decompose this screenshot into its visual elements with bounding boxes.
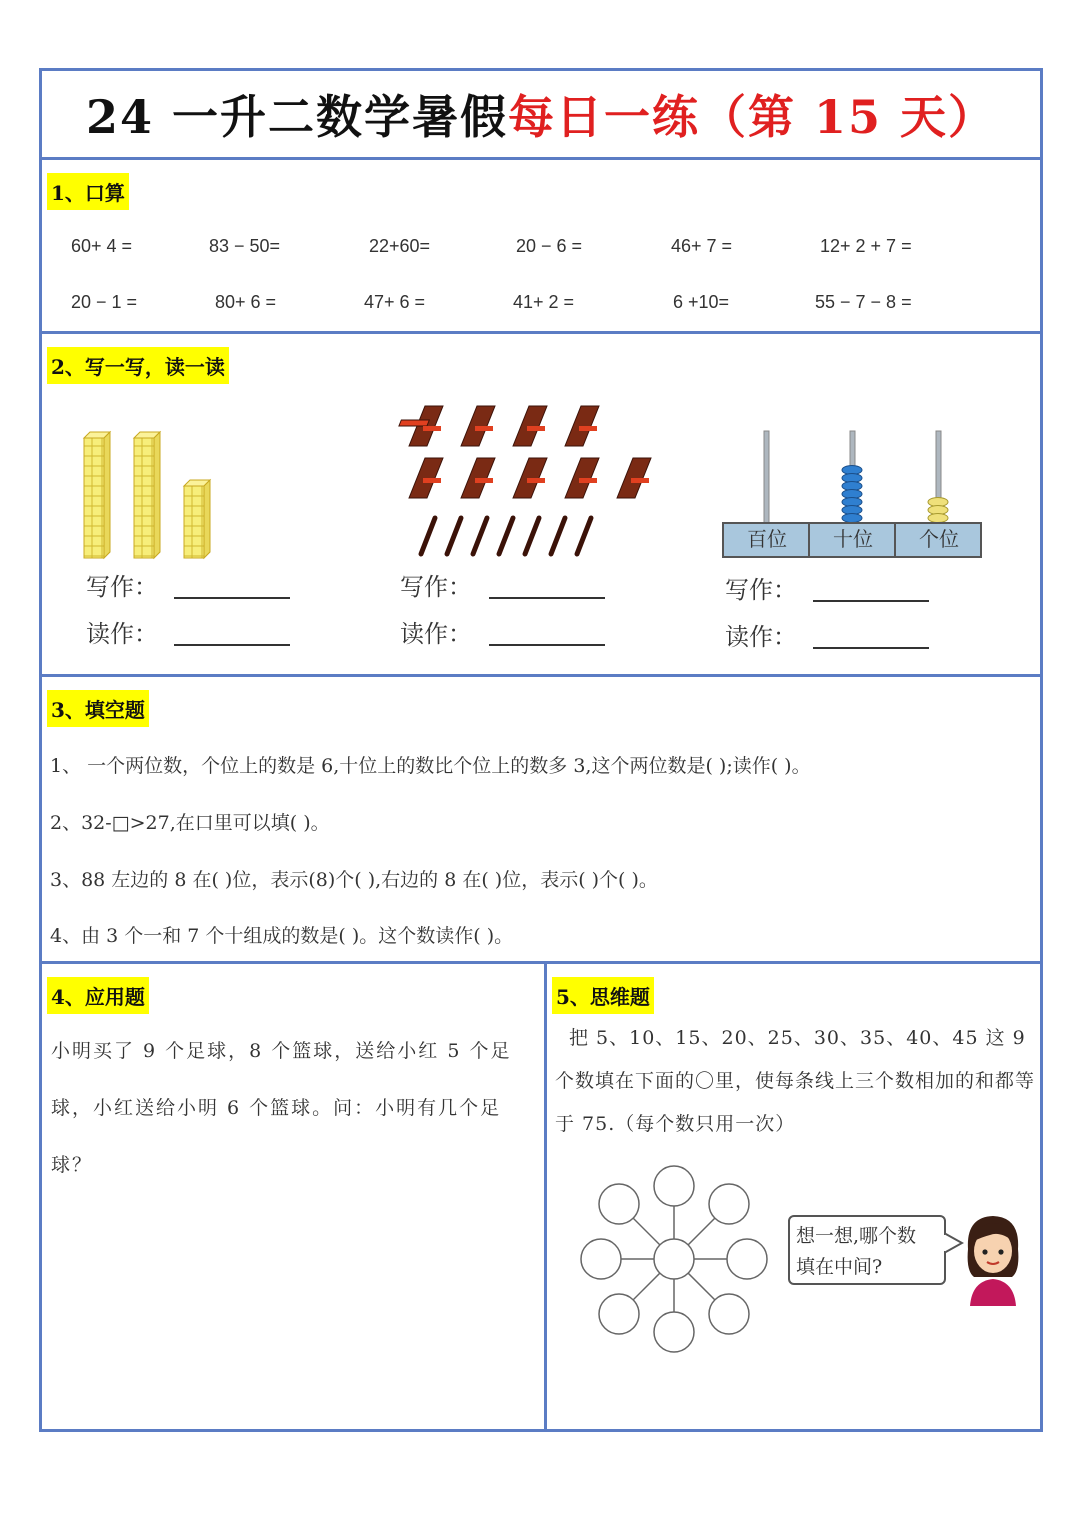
answer-line [489, 644, 605, 646]
divider [42, 961, 1040, 964]
read-label: 读作： [400, 620, 472, 648]
page-title: 24 一升二数学暑假每日一练（第 15 天） [85, 90, 997, 144]
outer-circle [599, 1184, 639, 1224]
equation: 47+ 6 = [364, 292, 426, 312]
equation: 60+ 4 = [71, 236, 133, 256]
fill-blank-item-1: 1、 一个两位数，个位上的数是 6,十位上的数比个位上的数多 3,这个两位数是( );读作( )。 [50, 755, 811, 777]
outer-circle [654, 1166, 694, 1206]
answer-line [174, 644, 290, 646]
outer-circle [654, 1312, 694, 1352]
tens-beads [842, 466, 862, 523]
read-label: 读作： [725, 623, 797, 651]
divider [544, 961, 547, 1432]
girl-illustration [960, 1211, 1026, 1307]
outer-circle [599, 1294, 639, 1334]
ones-beads [928, 498, 948, 523]
section-5-label: 5、思维题 [552, 977, 654, 1014]
equation: 55 − 7 − 8 = [815, 292, 912, 312]
equation: 41+ 2 = [513, 292, 575, 312]
unit-blocks-image [72, 426, 222, 561]
equation: 20 − 1 = [71, 292, 138, 312]
sticks-image [397, 396, 667, 561]
fill-blank-item-3: 3、88 左边的 8 在( )位，表示(8)个( ),右边的 8 在( )位，表示( )个( )。 [50, 869, 658, 891]
divider [42, 157, 1040, 160]
ones-block [184, 480, 210, 558]
circle-diagram [577, 1164, 772, 1354]
equation: 46+ 7 = [671, 236, 733, 256]
equation: 20 − 6 = [516, 236, 583, 256]
answer-line [174, 597, 290, 599]
outer-circle [727, 1239, 767, 1279]
ten-block [84, 432, 110, 558]
equation: 6 +10= [673, 292, 730, 312]
ten-block [134, 432, 160, 558]
equation: 12+ 2 + 7 = [820, 236, 912, 256]
divider [42, 674, 1040, 677]
section-1-label: 1、口算 [47, 173, 129, 210]
outer-circle [709, 1184, 749, 1224]
fill-blank-item-4: 4、由 3 个一和 7 个十组成的数是( )。这个数读作( )。 [50, 925, 514, 947]
write-label: 写作： [86, 573, 158, 601]
fill-blank-item-2: 2、32-□>27,在口里可以填( )。 [50, 812, 330, 834]
equation: 22+60= [369, 236, 431, 256]
equation: 80+ 6 = [215, 292, 277, 312]
abacus-label-tens: 十位 [833, 527, 873, 551]
single-sticks [421, 518, 591, 554]
thinking-problem-text: 把 5、10、15、20、25、30、35、40、45 这 9 个数填在下面的〇里，使每条线上三个数相加的和都等于 75.（每个数只用一次） [555, 1027, 1036, 1135]
outer-circle [709, 1294, 749, 1334]
answer-line [813, 600, 929, 602]
speech-bubble: 想一想,哪个数 填在中间? [788, 1215, 946, 1285]
abacus-label-ones: 个位 [919, 527, 959, 551]
word-problem-text: 小明买了 9 个足球，8 个篮球，送给小红 5 个足球，小红送给小明 6 个篮球。问：小明有几个足球？ [51, 1040, 512, 1176]
equation: 83 − 50= [209, 236, 281, 256]
section-4-label: 4、应用题 [47, 977, 149, 1014]
outer-circle [581, 1239, 621, 1279]
abacus-rod [764, 431, 769, 523]
section-2-label: 2、写一写，读一读 [47, 347, 229, 384]
abacus-label-hundreds: 百位 [747, 527, 787, 551]
answer-line [489, 597, 605, 599]
section-3-label: 3、填空题 [47, 690, 149, 727]
center-circle [654, 1239, 694, 1279]
write-label: 写作： [400, 573, 472, 601]
divider [42, 331, 1040, 334]
write-label: 写作： [725, 576, 797, 604]
answer-line [813, 647, 929, 649]
read-label: 读作： [86, 620, 158, 648]
worksheet [39, 68, 1043, 1432]
